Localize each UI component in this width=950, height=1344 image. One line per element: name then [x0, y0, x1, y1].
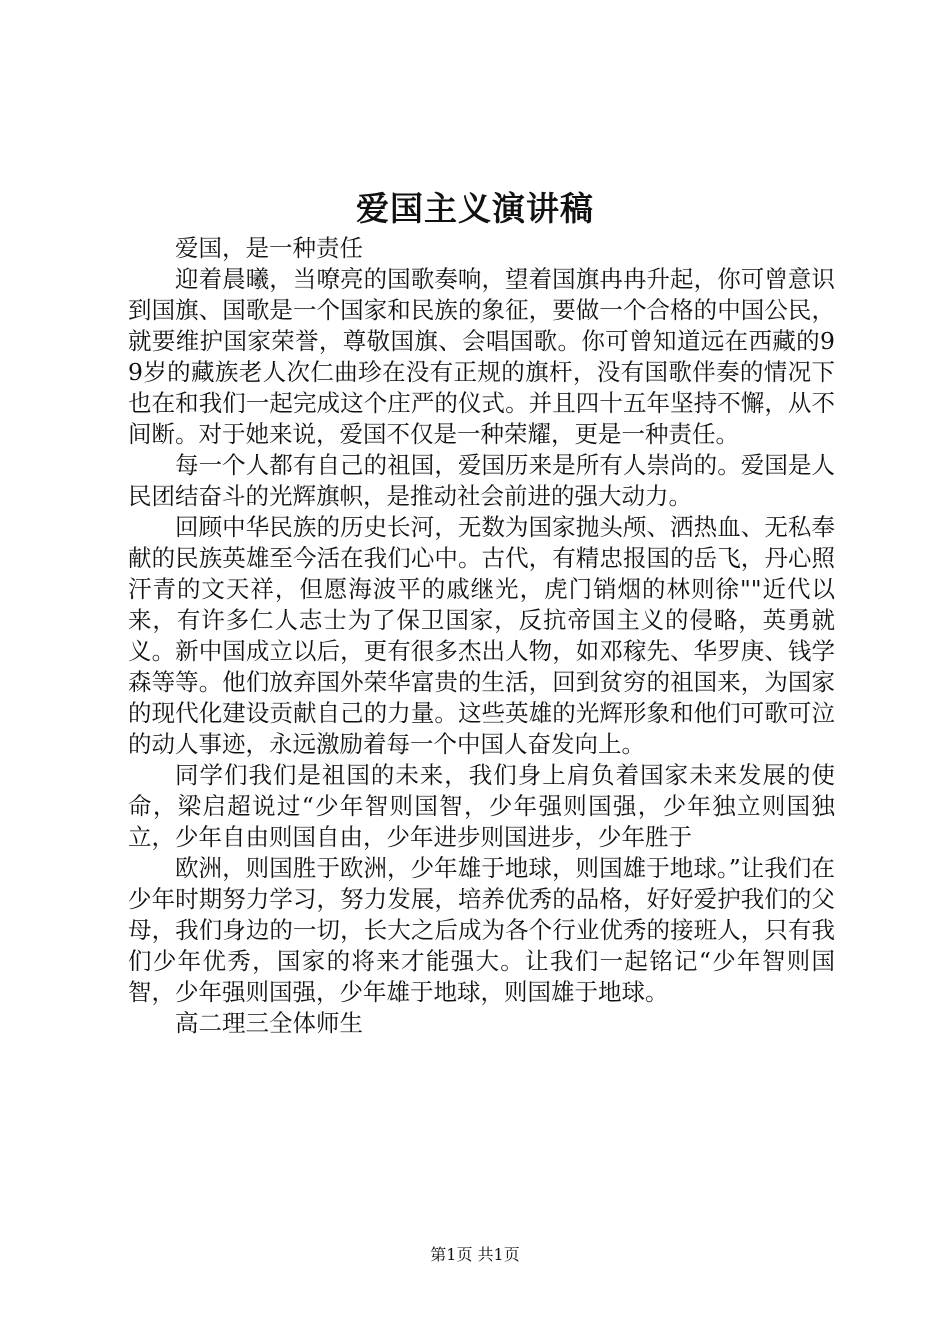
document-body [128, 233, 835, 1039]
paragraph-youth-mission: 同学们我们是祖国的未来，我们身上肩负着国家未来发展的使命，梁启超说过“少年智则国智，少年强则国强，少年独立则国独立，少年自由则国自由，少年进步则国进步，少年胜于 [128, 761, 835, 851]
paragraph-youth-call: 欧洲，则国胜于欧洲，少年雄于地球，则国雄于地球。”让我们在少年时期努力学习，努力发展，培养优秀的品格，好好爱护我们的父母，我们身边的一切，长大之后成为各个行业优秀的接班人，只有我们少年优秀，国家的将来才能强大。让我们一起铭记“少年智则国智，少年强则国强，少年雄于地球，则国雄于地球。 [128, 854, 835, 1006]
paragraph-motherland: 每一个人都有自己的祖国，爱国历来是所有人崇尚的。爱国是人民团结奋斗的光辉旗帜，是推动社会前进的强大动力。 [128, 451, 835, 510]
document-title: 爱国主义演讲稿 [356, 189, 594, 228]
paragraph-subtitle: 爱国，是一种责任 [175, 234, 363, 262]
paragraph-national-anthem: 迎着晨曦，当嘹亮的国歌奏响，望着国旗冉冉升起，你可曾意识到国旗、国歌是一个国家和民族的象征，要做一个合格的中国公民，就要维护国家荣誉，尊敬国旗、会唱国歌。你可曾知道远在西藏的99岁的藏族老人次仁曲珍在没有正规的旗杆，没有国歌伴奏的情况下也在和我们一起完成这个庄严的仪式。并且四十五年坚持不懈，从不间断。对于她来说，爱国不仅是一种荣耀，更是一种责任。 [128, 265, 835, 448]
paragraph-signature: 高二理三全体师生 [175, 1009, 363, 1037]
page-indicator: 第1页 共1页 [430, 1245, 520, 1264]
paragraph-heroes: 回顾中华民族的历史长河，无数为国家抛头颅、洒热血、无私奉献的民族英雄至今活在我们心中。古代，有精忠报国的岳飞，丹心照汗青的文天祥，但愿海波平的戚继光，虎门销烟的林则徐""近代以来，有许多仁人志士为了保卫国家，反抗帝国主义的侵略，英勇就义。新中国成立以后，更有很多杰出人物，如邓稼先、华罗庚、钱学森等等。他们放弃国外荣华富贵的生活，回到贫穷的祖国来，为国家的现代化建设贡献自己的力量。这些英雄的光辉形象和他们可歌可泣的动人事迹，永远激励着每一个中国人奋发向上。 [128, 513, 835, 758]
